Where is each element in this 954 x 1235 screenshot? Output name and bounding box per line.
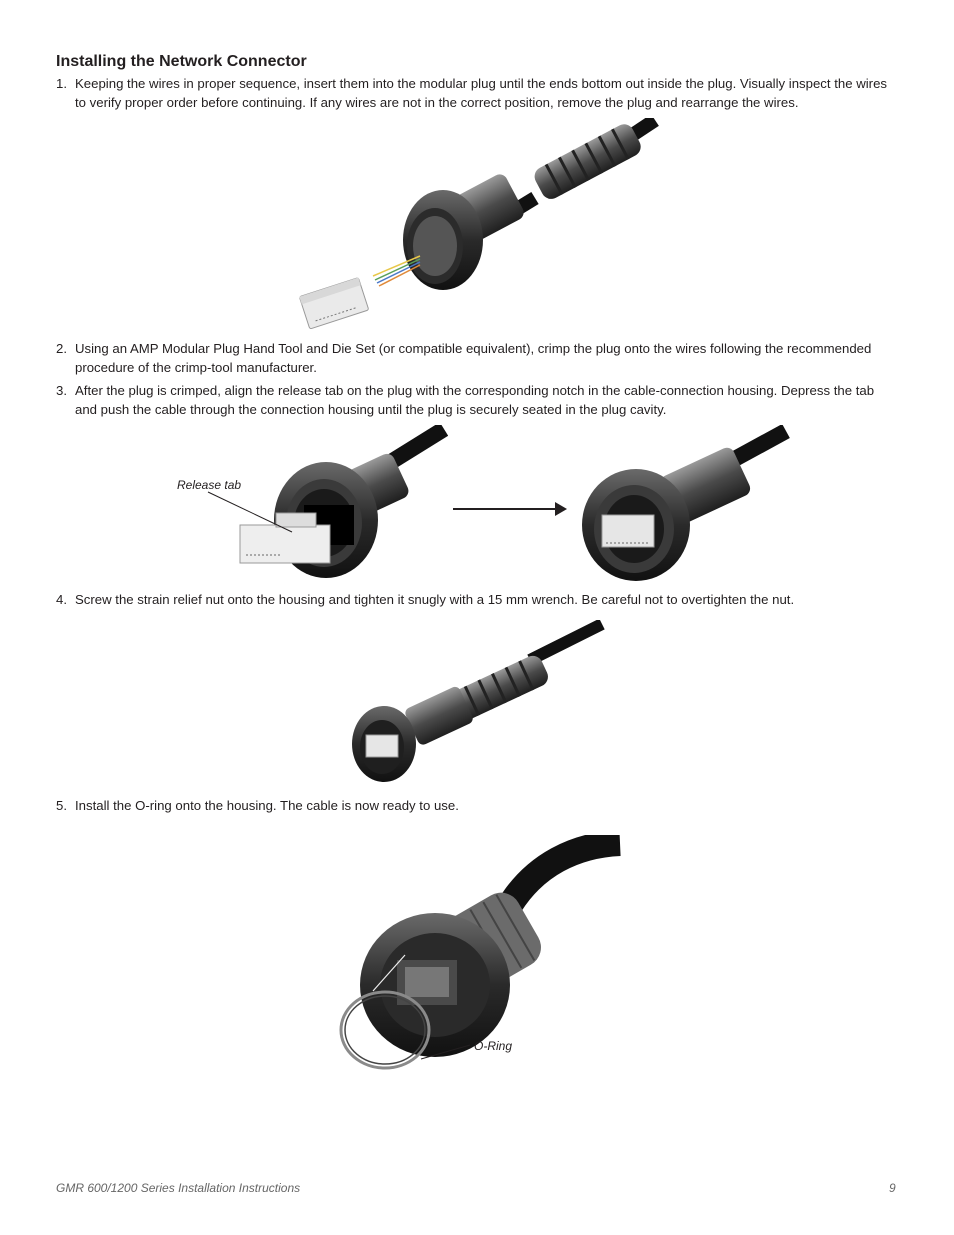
step-text: After the plug is crimped, align the release tab on the plug with the corresponding notch in the cable-connection housing. Depress the tab and push the cable through the connection housing until the plug is securely seated in the plug cavity. — [75, 383, 875, 417]
figure-connector-assembled — [350, 620, 605, 785]
cable — [530, 624, 602, 660]
cable — [386, 429, 444, 465]
section-heading: Installing the Network Connector — [56, 53, 307, 70]
strain-relief-boot — [531, 121, 644, 203]
step-5 — [56, 796, 896, 815]
rj45-plug — [299, 278, 368, 329]
step-3 — [56, 381, 896, 419]
step-number: 3. — [56, 383, 67, 398]
rj45-plug-seated — [602, 515, 654, 547]
arrow-right-icon — [453, 499, 569, 519]
step-text: Keeping the wires in proper sequence, insert them into the modular plug until the ends bottom out inside the plug. Visually inspect the wires to verify proper order before continuing. If any wires are not in the correct position, remove the plug and rearrange the wires. — [75, 76, 887, 110]
footer-title: GMR 600/1200 Series Installation Instructions — [56, 1181, 301, 1195]
callout-leader — [206, 490, 296, 535]
callout-o-ring: O-Ring — [474, 1039, 513, 1053]
step-text: Using an AMP Modular Plug Hand Tool and Die Set (or compatible equivalent), crimp the plug onto the wires following the recommended procedure of the crimp-tool manufacturer. — [75, 341, 872, 375]
step-2 — [56, 339, 896, 377]
step-number: 4. — [56, 592, 67, 607]
cable — [510, 843, 620, 905]
rj45-plug-seated — [366, 735, 398, 757]
footer-page-number: 9 — [889, 1181, 896, 1195]
step-1 — [56, 74, 896, 112]
figure-connector-exploded — [295, 118, 660, 333]
step-text: Install the O-ring onto the housing. The cable is now ready to use. — [75, 798, 459, 813]
step-number: 2. — [56, 341, 67, 356]
step-number: 1. — [56, 76, 67, 91]
step-number: 5. — [56, 798, 67, 813]
figure-plug-seated — [580, 425, 790, 583]
step-4 — [56, 590, 896, 609]
step-text: Screw the strain relief nut onto the housing and tighten it snugly with a 15 mm wrench. Be careful not to overtighten the nut. — [75, 592, 795, 607]
callout-release-tab: Release tab — [177, 478, 242, 492]
